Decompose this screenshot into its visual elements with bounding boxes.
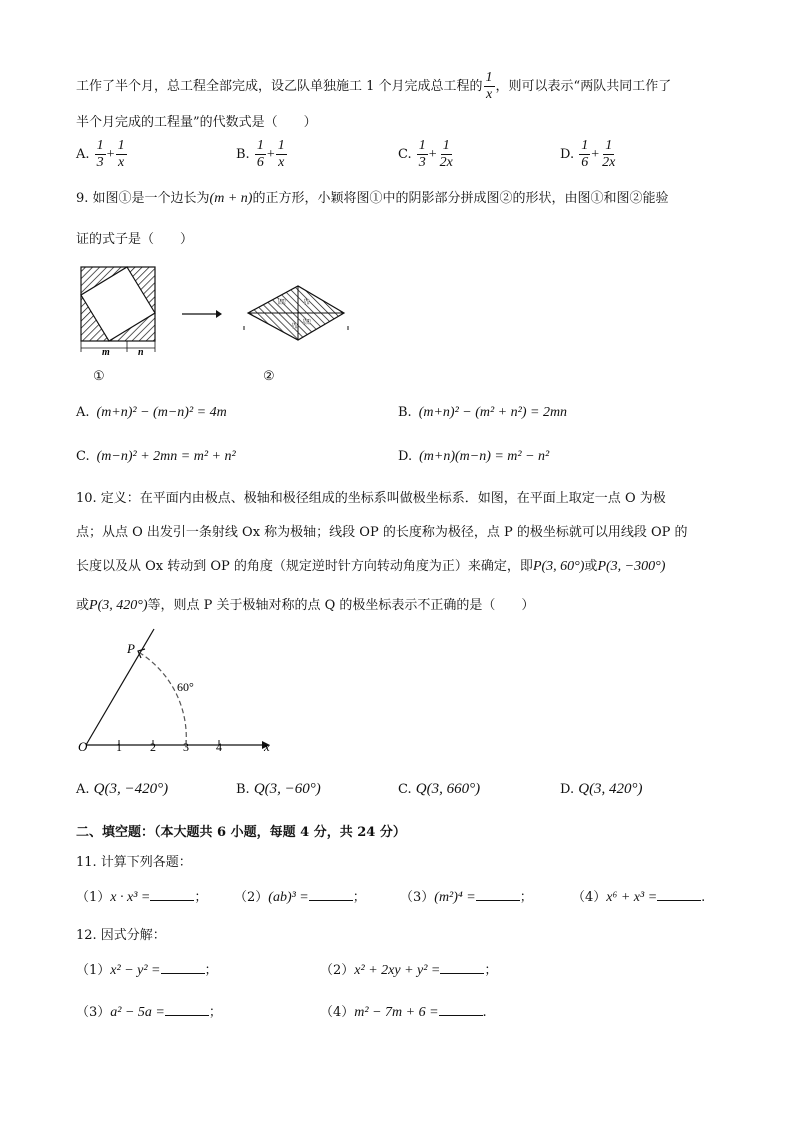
- q10-stem-line4: 或P(3, 420°)等，则点 P 关于极轴对称的点 Q 的极坐标表示不正确的是（ ）: [76, 598, 535, 613]
- q8-option-a[interactable]: A. $\frac{1}{3}$ + $\frac{1}{x}$: [76, 138, 125, 170]
- q9-fig1-m-label: m: [102, 347, 110, 358]
- q8-stem-line1: [76, 70, 671, 103]
- q9-fig1-n-label: n: [138, 347, 144, 358]
- q8-option-b[interactable]: B. $\frac{1}{6}$ + $\frac{1}{x}$: [236, 138, 285, 170]
- q10-option-c[interactable]: C. Q(3, 660°): [398, 781, 481, 797]
- q8-stem-line2: 半个月完成的工程量”的代数式是（ ）: [76, 115, 317, 130]
- q10-tick-1: 1: [116, 740, 122, 754]
- answer-blank[interactable]: [161, 961, 205, 974]
- q12-stem: 12. 因式分解：: [76, 928, 166, 943]
- q10-tick-4: 4: [216, 740, 222, 754]
- q9-option-d[interactable]: D. (m+n)(m−n) = m² − n²: [398, 449, 550, 464]
- answer-blank[interactable]: [150, 888, 194, 901]
- q9-option-c[interactable]: C. (m−n)² + 2mn = m² + n²: [76, 449, 236, 464]
- q11-item-2: （2）(ab)³ = ；: [234, 890, 366, 905]
- q8-stem-text-2: ，则可以表示“两队共同工作了: [495, 79, 672, 94]
- q10-axis-x: x: [264, 739, 270, 754]
- q10-angle-label: 60°: [177, 680, 194, 694]
- q10-coord-1: P(3, 60°): [532, 559, 585, 574]
- svg-text:n: n: [292, 320, 298, 331]
- svg-text:m: m: [278, 296, 286, 307]
- q10-angle-arc: [140, 653, 186, 745]
- answer-blank[interactable]: [476, 888, 520, 901]
- q10-stem-line1: 10. 定义：在平面内由极点、极轴和极径组成的坐标系叫做极坐标系．如图，在平面上取定一点 O 为极: [76, 491, 666, 506]
- q10-polar-figure: [76, 625, 286, 755]
- q9-figure-2: [240, 282, 352, 344]
- q9-side-expr: (m + n): [209, 191, 253, 206]
- answer-blank[interactable]: [165, 1003, 209, 1016]
- q9-fig2-label: ②: [263, 369, 275, 384]
- q9-fig1-label: ①: [93, 369, 105, 384]
- q10-stem-line2: 点；从点 O 出发引一条射线 Ox 称为极轴；线段 OP 的长度称为极径，点 P 的极坐标就可以用线段 OP 的: [76, 525, 688, 540]
- q10-stem-line3: 长度以及从 Ox 转动到 OP 的角度（规定逆时针方向转动角度为正）来确定，即P(3, 60°)或P(3, −300°): [76, 559, 666, 574]
- q10-option-a[interactable]: A. Q(3, −420°): [76, 781, 169, 797]
- svg-text:m: m: [303, 316, 311, 327]
- q10-option-d[interactable]: D. Q(3, 420°): [560, 781, 643, 797]
- q9-option-a[interactable]: A. (m+n)² − (m−n)² = 4m: [76, 405, 227, 420]
- q12-item-4: （4）m² − 7m + 6 = .: [320, 1005, 487, 1020]
- q9-stem-line2: 证的式子是（ ）: [76, 232, 194, 247]
- q10-coord-2: P(3, −300°): [597, 559, 666, 574]
- right-arrow-icon: [180, 308, 222, 320]
- q11-item-4: （4）x⁶ + x³ = .: [572, 890, 706, 905]
- q10-point-o: O: [78, 739, 88, 754]
- q12-item-1: （1）x² − y² = ；: [76, 963, 218, 978]
- q9-figure-1: [76, 262, 166, 358]
- q10-tick-2: 2: [150, 740, 156, 754]
- q8-option-c[interactable]: C. $\frac{1}{3}$ + $\frac{1}{2x}$: [398, 138, 453, 170]
- q9-option-b[interactable]: B. (m+n)² − (m² + n²) = 2mn: [398, 405, 568, 420]
- section-2-title: 二、填空题：（本大题共 6 小题，每题 4 分，共 24 分）: [76, 825, 406, 840]
- q8-option-d[interactable]: D. $\frac{1}{6}$ + $\frac{1}{2x}$: [560, 138, 616, 170]
- q9-stem-line1: 9. 如图①是一个边长为(m + n)的正方形，小颖将图①中的阴影部分拼成图②的形状，由图①和图②能验: [76, 191, 669, 206]
- q8-stem-text: 工作了半个月，总工程全部完成，设乙队单独施工 1 个月完成总工程的: [76, 79, 483, 94]
- q10-point-p: P: [127, 641, 135, 656]
- q11-item-3: （3）(m²)⁴ = ；: [400, 890, 533, 905]
- answer-blank[interactable]: [440, 961, 484, 974]
- q10-ray-op: [86, 629, 154, 745]
- answer-blank[interactable]: [657, 888, 701, 901]
- answer-blank[interactable]: [309, 888, 353, 901]
- svg-text:n: n: [304, 296, 310, 307]
- q10-tick-3: 3: [183, 740, 189, 754]
- q11-item-1: （1）x · x³ = ；: [76, 890, 208, 905]
- answer-blank[interactable]: [439, 1003, 483, 1016]
- q10-coord-3: P(3, 420°): [89, 598, 148, 613]
- q8-fraction: $\frac{1}{x}$: [485, 70, 493, 102]
- q11-stem: 11. 计算下列各题：: [76, 855, 192, 870]
- q10-option-b[interactable]: B. Q(3, −60°): [236, 781, 321, 797]
- q12-item-3: （3）a² − 5a = ；: [76, 1005, 222, 1020]
- q12-item-2: （2）x² + 2xy + y² = ；: [320, 963, 498, 978]
